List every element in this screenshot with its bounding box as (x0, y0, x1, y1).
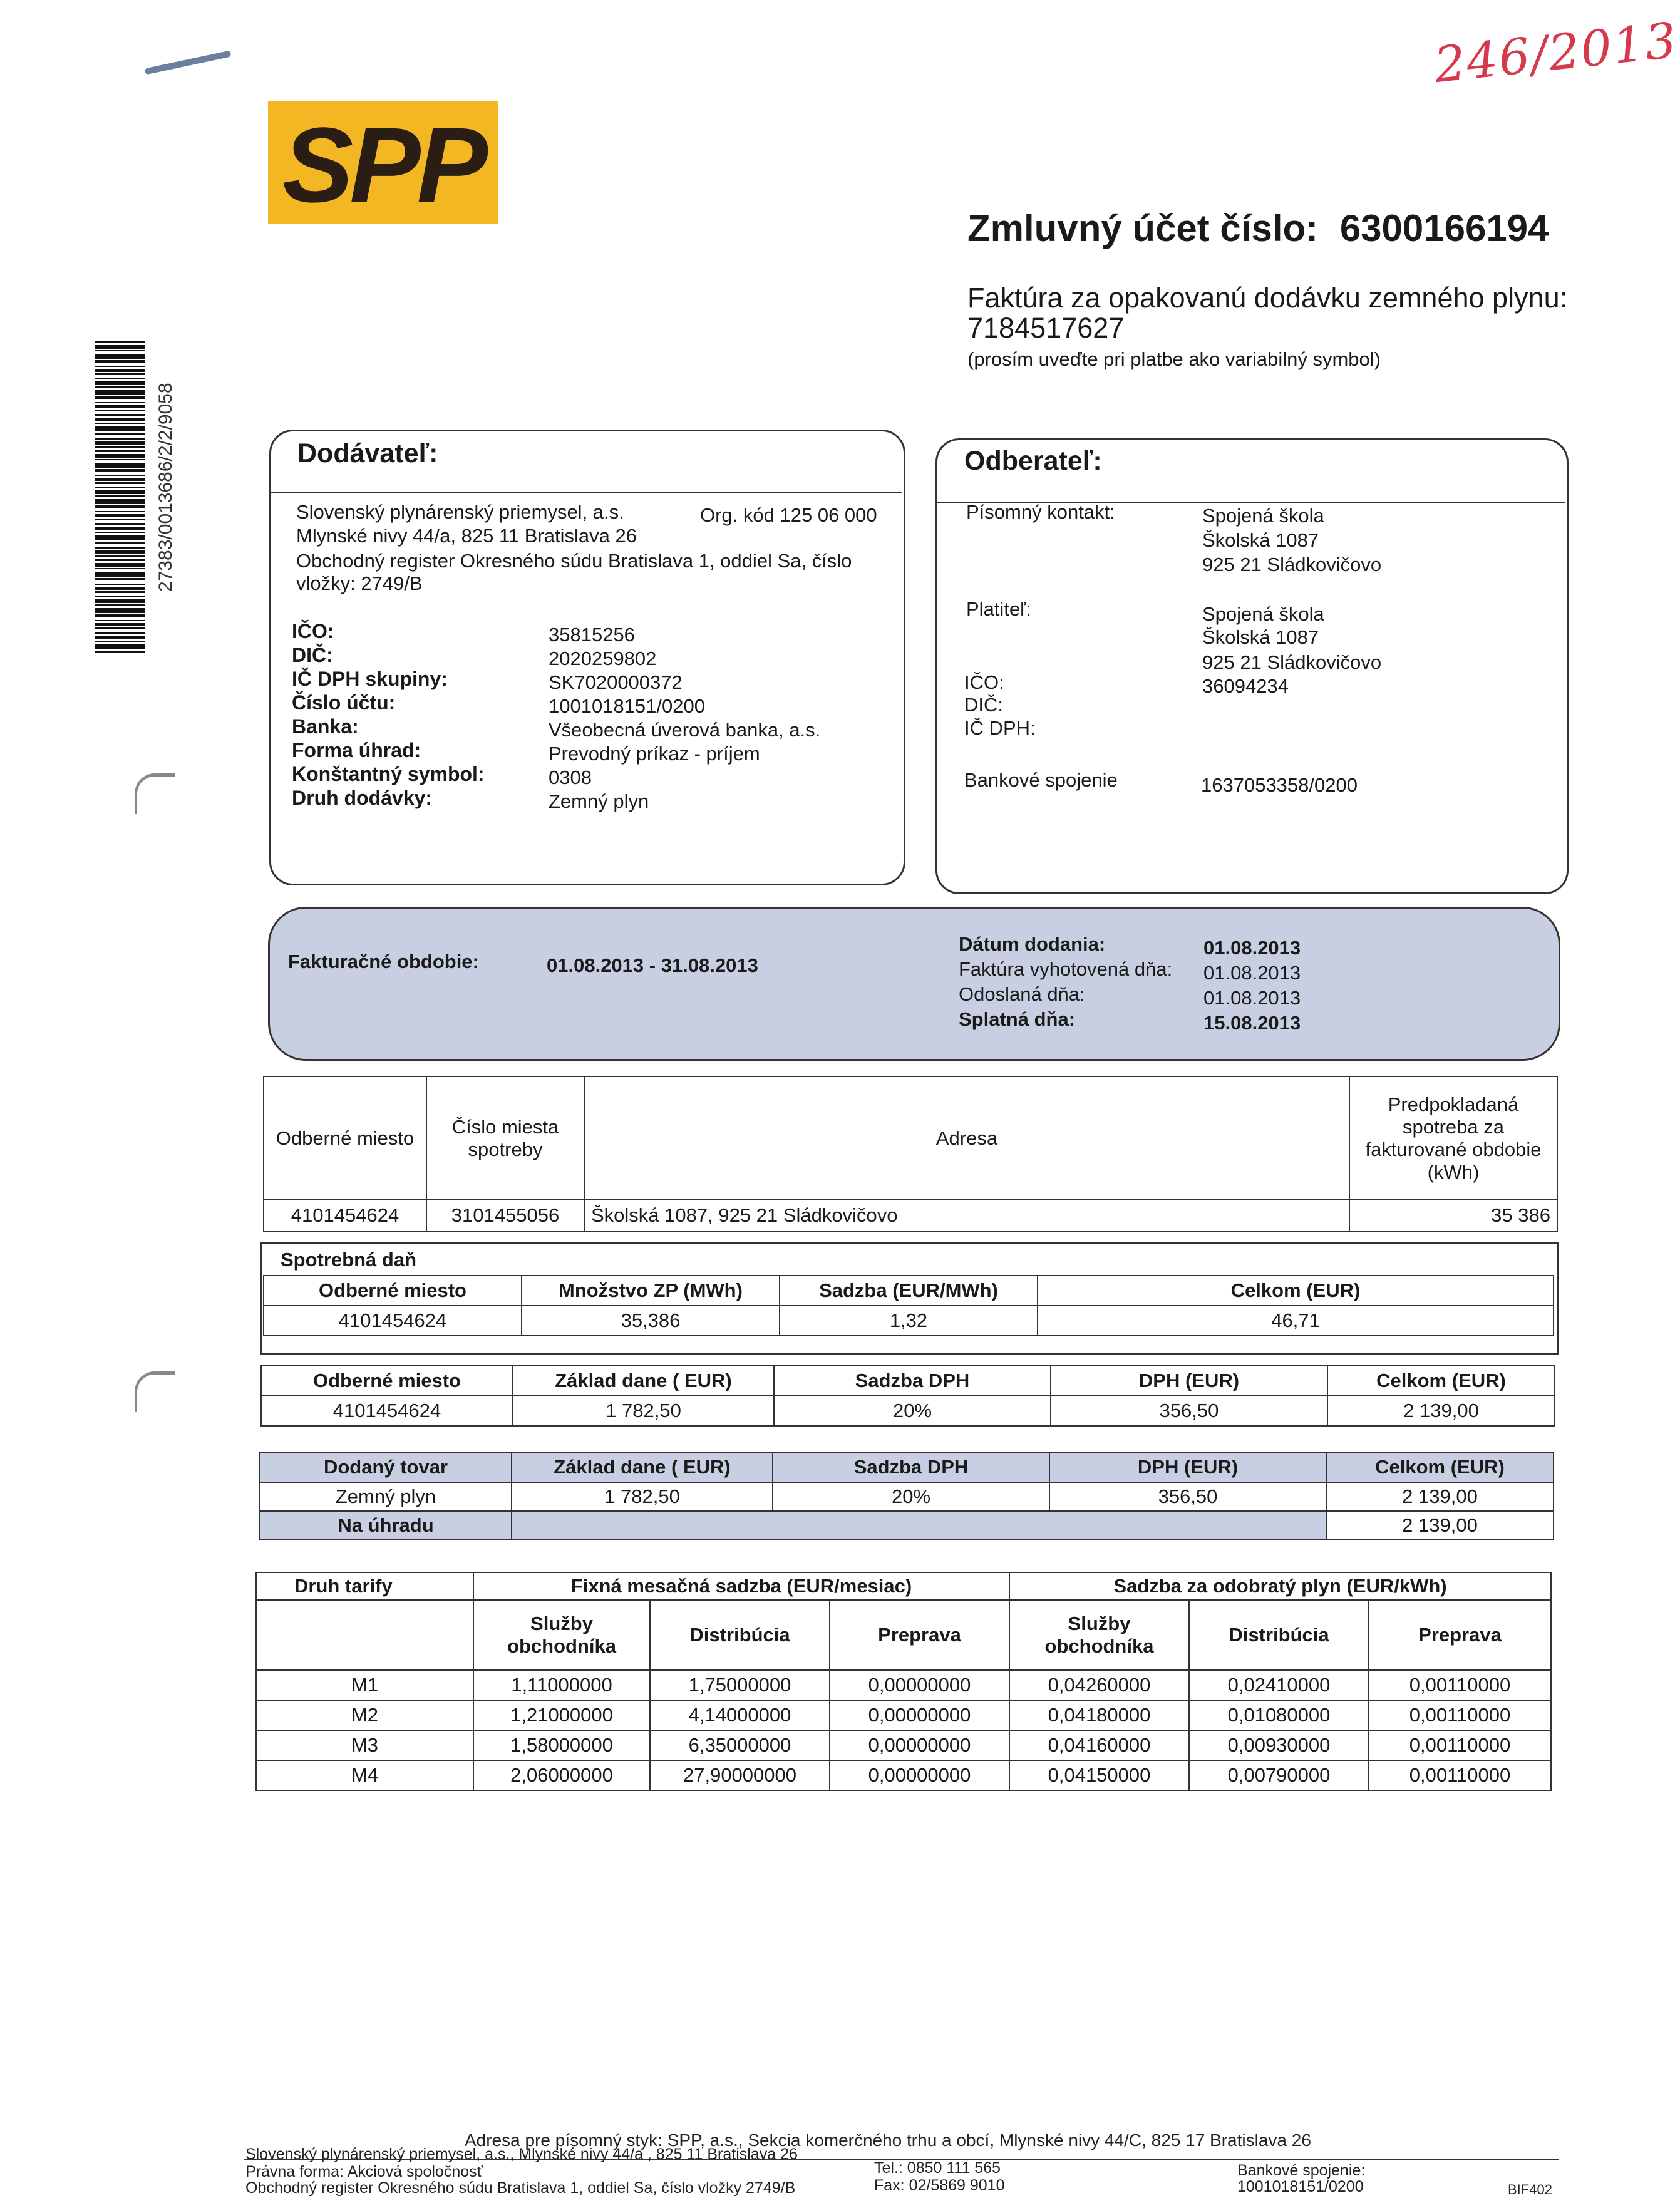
col-header: Odberné miesto (264, 1276, 522, 1306)
supplier-org-code: Org. kód 125 06 000 (700, 504, 877, 526)
supplier-field-value: Všeobecná úverová banka, a.s. (549, 719, 821, 741)
invoice-number: 7184517627 (967, 312, 1125, 344)
payer-line-2: Školská 1087 (1202, 626, 1319, 648)
account-number: 6300166194 (1339, 207, 1549, 249)
footer-line-2: Právna forma: Akciová spoločnosť (245, 2163, 483, 2180)
table-cell: 0,00000000 (830, 1700, 1009, 1730)
group-header: Sadzba za odobratý plyn (EUR/kWh) (1009, 1572, 1551, 1600)
table-cell: 0,00110000 (1369, 1670, 1551, 1700)
table-cell: 1 782,50 (512, 1482, 773, 1511)
customer-dic-label: DIČ: (964, 694, 1003, 716)
customer-title: Odberateľ: (964, 446, 1102, 476)
col-header: Predpokladaná spotreba za fakturované obdobie (kWh) (1349, 1076, 1557, 1200)
table-cell: 0,00930000 (1189, 1730, 1369, 1760)
supplier-register-2: vložky: 2749/B (296, 572, 423, 594)
table-cell: 2 139,00 (1327, 1396, 1555, 1426)
supplier-field-value: 0308 (549, 766, 592, 788)
svg-text:SPP: SPP (282, 106, 485, 225)
supplier-field-value: Prevodný príkaz - príjem (549, 743, 760, 765)
goods-table (259, 1452, 1554, 1540)
excise-title: Spotrebná daň (281, 1249, 417, 1271)
table-cell: 0,04180000 (1009, 1700, 1189, 1730)
table-cell: 0,01080000 (1189, 1700, 1369, 1730)
table-cell: 4,14000000 (650, 1700, 830, 1730)
table-cell: 2 139,00 (1326, 1482, 1554, 1511)
footer-fax: Fax: 02/5869 9010 (874, 2177, 1005, 2194)
vat-table (260, 1365, 1555, 1427)
col-header: Služby obchodníka (1009, 1600, 1189, 1670)
col-header: Základ dane ( EUR) (513, 1366, 774, 1396)
payer-line-3: 925 21 Sládkovičovo (1202, 651, 1382, 673)
col-header: Sadzba (EUR/MWh) (780, 1276, 1038, 1306)
billing-period-box (268, 907, 1560, 1061)
supplier-field-label: Banka: (292, 715, 359, 738)
customer-bank-value: 1637053358/0200 (1201, 774, 1358, 796)
col-header: Distribúcia (650, 1600, 830, 1670)
contact-line-1: Spojená škola (1202, 505, 1324, 527)
col-header: DPH (EUR) (1049, 1452, 1326, 1482)
table-row (260, 1482, 1554, 1511)
supplier-field-label: Forma úhrad: (292, 739, 421, 761)
col-header: DPH (EUR) (1051, 1366, 1327, 1396)
col-header: Sadzba DPH (774, 1366, 1051, 1396)
contact-line-2: Školská 1087 (1202, 529, 1319, 551)
contact-label: Písomný kontakt: (966, 501, 1115, 523)
supplier-field-label: IČO: (292, 620, 334, 642)
col-header: Celkom (EUR) (1327, 1366, 1555, 1396)
table-cell: 0,00000000 (830, 1760, 1009, 1790)
table-cell: 1,11000000 (473, 1670, 650, 1700)
total-row (260, 1511, 1554, 1540)
col-header: Sadzba DPH (773, 1452, 1049, 1482)
period-value: 01.08.2013 - 31.08.2013 (547, 954, 758, 976)
account-label: Zmluvný účet číslo: (967, 207, 1319, 249)
period-date-value: 01.08.2013 (1203, 962, 1301, 984)
table-cell: M1 (256, 1670, 473, 1700)
footer-line-3: Obchodný register Okresného súdu Bratislava 1, oddiel Sa, číslo vložky 2749/B (245, 2179, 796, 2197)
table-cell: 0,04260000 (1009, 1670, 1189, 1700)
customer-icdph-label: IČ DPH: (964, 717, 1036, 739)
barcode-icon (95, 341, 145, 651)
punch-hole-mark (135, 1371, 175, 1412)
col-header: Množstvo ZP (MWh) (522, 1276, 780, 1306)
tariff-table (255, 1572, 1552, 1791)
table-cell: Školská 1087, 925 21 Sládkovičovo (584, 1200, 1349, 1231)
table-cell: 0,00110000 (1369, 1730, 1551, 1760)
table-cell: 4101454624 (264, 1306, 522, 1336)
table-cell: Zemný plyn (260, 1482, 512, 1511)
period-date-value: 01.08.2013 (1203, 937, 1301, 959)
col-header: Preprava (830, 1600, 1009, 1670)
supplier-register: Obchodný register Okresného súdu Bratislava 1, oddiel Sa, číslo (296, 550, 852, 572)
spp-logo (268, 101, 498, 224)
contact-line-3: 925 21 Sládkovičovo (1202, 554, 1382, 575)
period-date-label: Faktúra vyhotovená dňa: (959, 958, 1173, 980)
table-cell: M2 (256, 1700, 473, 1730)
table-row (256, 1700, 1551, 1730)
supplier-divider (271, 492, 902, 493)
footer-bank-value: 1001018151/0200 (1237, 2178, 1364, 2195)
invoice-label: Faktúra za opakovanú dodávku zemného plynu: (967, 282, 1568, 314)
footer-bank-label: Bankové spojenie: (1237, 2162, 1366, 2179)
supplier-title: Dodávateľ: (297, 438, 438, 468)
table-row (256, 1670, 1551, 1700)
table-cell: M4 (256, 1760, 473, 1790)
table-row (264, 1200, 1557, 1231)
table-cell: 35,386 (522, 1306, 780, 1336)
table-row (256, 1730, 1551, 1760)
supplier-field-value: SK7020000372 (549, 671, 683, 693)
handwritten-number: 246/2013 (1431, 12, 1680, 95)
table-cell: 6,35000000 (650, 1730, 830, 1760)
table-cell: 0,00000000 (830, 1670, 1009, 1700)
table-cell: 1,32 (780, 1306, 1038, 1336)
col-header: Služby obchodníka (473, 1600, 650, 1670)
supplier-field-label: DIČ: (292, 644, 333, 666)
payer-label: Platiteľ: (966, 598, 1031, 620)
col-header: Celkom (EUR) (1038, 1276, 1554, 1306)
account-number-heading (967, 207, 1549, 250)
col-header: Číslo miesta spotreby (426, 1076, 584, 1200)
payer-line-1: Spojená škola (1202, 603, 1324, 625)
supplier-address: Mlynské nivy 44/a, 825 11 Bratislava 26 (296, 525, 637, 547)
table-cell: 0,02410000 (1189, 1670, 1369, 1700)
footer-line-1: Slovenský plynárenský priemysel, a.s., Mlynské nivy 44/a , 825 11 Bratislava 26 (245, 2145, 798, 2163)
table-cell: 20% (773, 1482, 1049, 1511)
table-cell: 1,58000000 (473, 1730, 650, 1760)
col-header: Celkom (EUR) (1326, 1452, 1554, 1482)
supplier-field-value: Zemný plyn (549, 790, 649, 812)
table-cell: 2,06000000 (473, 1760, 650, 1790)
table-cell: 0,00000000 (830, 1730, 1009, 1760)
supplier-field-value: 35815256 (549, 624, 635, 646)
table-cell: 46,71 (1038, 1306, 1554, 1336)
tariff-rows (256, 1670, 1551, 1790)
empty-cell (256, 1600, 473, 1670)
table-cell: 1,75000000 (650, 1670, 830, 1700)
table-cell: 0,04150000 (1009, 1760, 1189, 1790)
table-cell: 3101455056 (426, 1200, 584, 1231)
period-label: Fakturačné obdobie: (288, 951, 479, 973)
supplier-field-label: Číslo účtu: (292, 691, 396, 714)
col-header: Odberné miesto (264, 1076, 426, 1200)
period-date-label: Dátum dodania: (959, 933, 1106, 955)
footer-address: Adresa pre písomný styk: SPP, a.s., Sekcia komerčného trhu a obcí, Mlynské nivy 44/C, 825 17 Bratislava 26 (465, 2130, 1311, 2150)
table-cell: 356,50 (1051, 1396, 1327, 1426)
footer-tel: Tel.: 0850 111 565 (874, 2159, 1001, 2177)
table-cell: 356,50 (1049, 1482, 1326, 1511)
total-label: Na úhradu (260, 1511, 512, 1540)
supplier-field-label: Druh dodávky: (292, 787, 433, 809)
table-cell: M3 (256, 1730, 473, 1760)
table-cell: 0,00790000 (1189, 1760, 1369, 1790)
table-cell: 1,21000000 (473, 1700, 650, 1730)
table-cell: 0,00110000 (1369, 1700, 1551, 1730)
barcode-number: 27383/0013686/2/2/9058 (155, 383, 176, 592)
col-header: Dodaný tovar (260, 1452, 512, 1482)
group-header: Fixná mesačná sadzba (EUR/mesiac) (473, 1572, 1009, 1600)
table-cell: 4101454624 (264, 1200, 426, 1231)
col-header: Distribúcia (1189, 1600, 1369, 1670)
table-row (256, 1760, 1551, 1790)
supplier-field-label: IČ DPH skupiny: (292, 668, 448, 690)
table-row (264, 1306, 1554, 1336)
table-cell: 0,00110000 (1369, 1760, 1551, 1790)
punch-hole-mark (135, 773, 175, 814)
total-spacer (512, 1511, 1326, 1540)
col-header: Druh tarify (256, 1572, 473, 1600)
paper-clip-mark (144, 51, 231, 75)
table-cell: 27,90000000 (650, 1760, 830, 1790)
col-header: Odberné miesto (261, 1366, 513, 1396)
col-header: Adresa (584, 1076, 1349, 1200)
customer-bank-label: Bankové spojenie (964, 769, 1118, 791)
supplier-field-label: Konštantný symbol: (292, 763, 485, 785)
period-date-value: 15.08.2013 (1203, 1012, 1301, 1034)
total-value: 2 139,00 (1326, 1511, 1554, 1540)
excise-table (263, 1275, 1554, 1336)
table-cell: 0,04160000 (1009, 1730, 1189, 1760)
form-code: BIF402 (1508, 2182, 1552, 2197)
supplier-field-value: 1001018151/0200 (549, 695, 705, 717)
period-date-value: 01.08.2013 (1203, 987, 1301, 1009)
table-cell: 20% (774, 1396, 1051, 1426)
table-cell: 4101454624 (261, 1396, 513, 1426)
supplier-field-value: 2020259802 (549, 648, 657, 669)
consumption-table (263, 1076, 1558, 1232)
period-date-label: Odoslaná dňa: (959, 983, 1085, 1005)
table-cell: 35 386 (1349, 1200, 1557, 1231)
invoice-note: (prosím uveďte pri platbe ako variabilný symbol) (967, 348, 1381, 370)
customer-ico-label: IČO: (964, 671, 1004, 693)
table-row (261, 1396, 1555, 1426)
table-cell: 1 782,50 (513, 1396, 774, 1426)
supplier-name: Slovenský plynárenský priemysel, a.s. (296, 501, 624, 523)
period-date-label: Splatná dňa: (959, 1008, 1076, 1030)
col-header: Základ dane ( EUR) (512, 1452, 773, 1482)
customer-ico-value: 36094234 (1202, 675, 1289, 697)
col-header: Preprava (1369, 1600, 1551, 1670)
